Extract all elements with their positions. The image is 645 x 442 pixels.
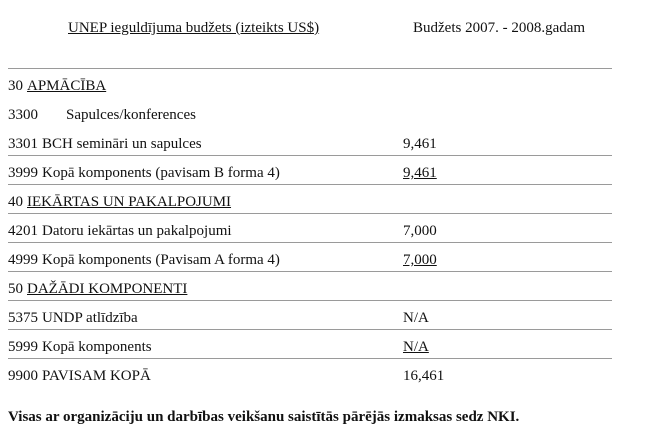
row-label: Datoru iekārtas un pakalpojumi [42, 223, 232, 239]
row-code: 9900 [8, 368, 38, 384]
table-row [8, 69, 612, 98]
row-code: 3300 [8, 107, 38, 123]
row-value: N/A [403, 339, 429, 355]
row-code: 3301 [8, 136, 38, 152]
row-label: DAŽĀDI KOMPONENTI [27, 281, 188, 297]
table-row [8, 272, 612, 301]
row-code: 40 [8, 194, 23, 210]
row-label: IEKĀRTAS UN PAKALPOJUMI [27, 194, 232, 210]
table-row [8, 156, 612, 185]
row-code: 5999 [8, 339, 38, 355]
row-value: 7,000 [403, 223, 437, 239]
row-code: 30 [8, 78, 23, 94]
row-code: 4999 [8, 252, 38, 268]
row-code: 5375 [8, 310, 38, 326]
footer-note: Visas ar organizāciju un darbības veikšanu saistītās pārējās izmaksas sedz NKI. [8, 409, 520, 425]
row-label: Sapulces/konferences [66, 107, 196, 123]
row-label: UNDP atlīdzība [42, 310, 138, 326]
budget-table [8, 68, 612, 388]
row-value: N/A [403, 310, 429, 326]
table-row [8, 214, 612, 243]
budget-column-header: UNEP ieguldījuma budžets (izteikts US$) [68, 20, 320, 36]
row-label: PAVISAM KOPĀ [42, 368, 151, 384]
row-value: 9,461 [403, 136, 437, 152]
row-code: 50 [8, 281, 23, 297]
table-row [8, 243, 612, 272]
row-value: 16,461 [403, 368, 445, 384]
row-code: 4201 [8, 223, 38, 239]
row-label: BCH semināri un sapulces [42, 136, 202, 152]
table-row [8, 301, 612, 330]
row-label: Kopā komponents [42, 339, 152, 355]
table-row [8, 330, 612, 359]
row-value: 9,461 [403, 165, 437, 181]
row-label: APMĀCĪBA [27, 78, 107, 94]
row-code: 3999 [8, 165, 38, 181]
row-label: Kopā komponents (pavisam B forma 4) [42, 165, 280, 181]
table-row [8, 185, 612, 214]
table-row [8, 359, 612, 388]
period-column-header: Budžets 2007. - 2008.gadam [413, 20, 586, 36]
table-row [8, 127, 612, 156]
row-value: 7,000 [403, 252, 437, 268]
row-label: Kopā komponents (Pavisam A forma 4) [42, 252, 280, 268]
table-row [8, 98, 612, 127]
